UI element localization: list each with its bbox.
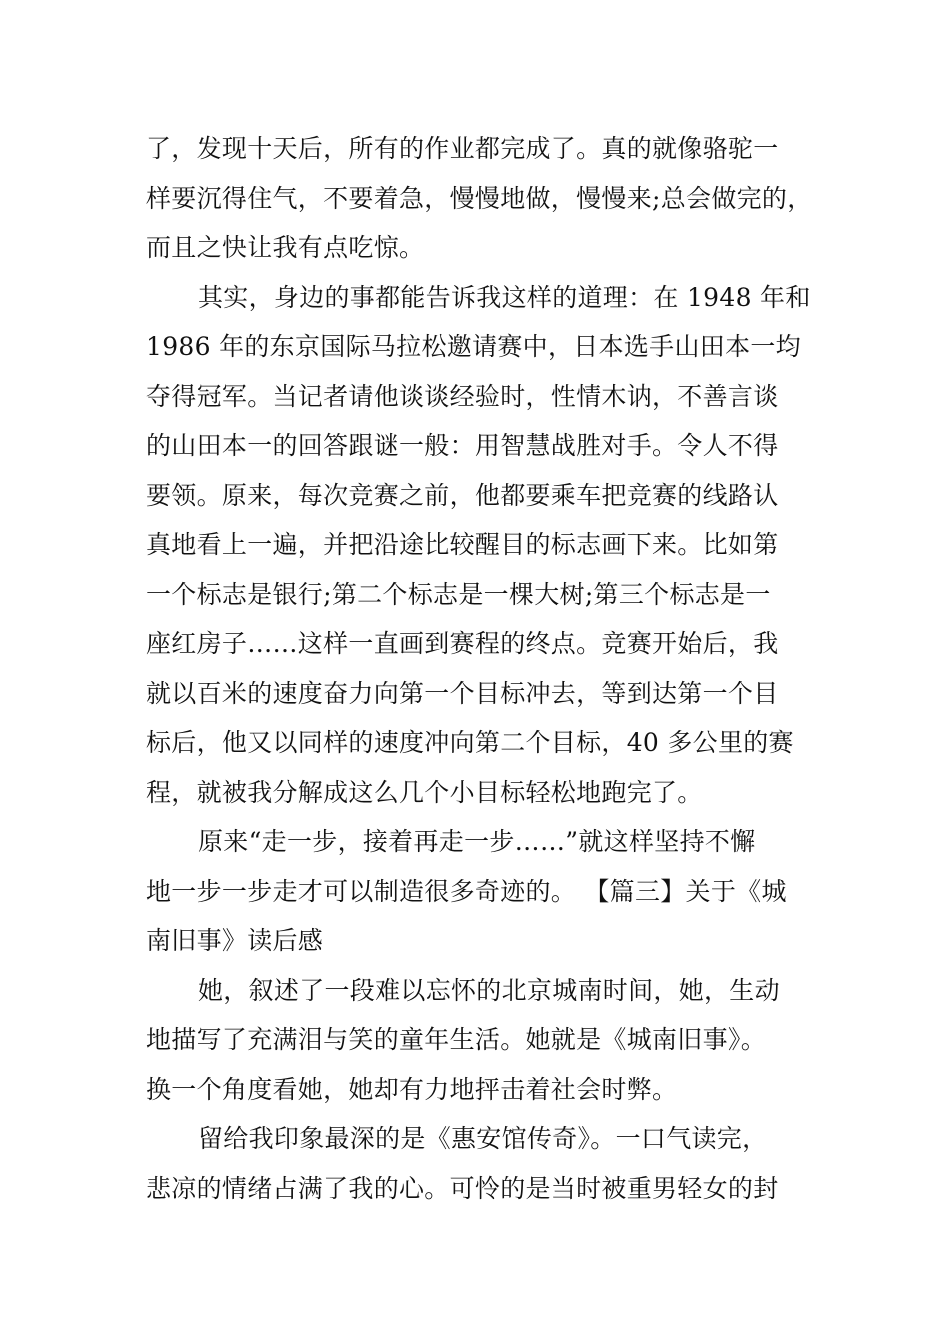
text-line: 悲凉的情绪占满了我的心。可怜的是当时被重男轻女的封 <box>146 1173 779 1203</box>
text-line: 的山田本一的回答跟谜一般：用智慧战胜对手。令人不得 <box>146 431 779 460</box>
text-line: 而且之快让我有点吃惊。 <box>146 233 425 262</box>
text-line: 座红房子……这样一直画到赛程的终点。竞赛开始后，我 <box>146 629 779 658</box>
text-line: 南旧事》读后感 <box>146 926 324 955</box>
paragraph-start-line: 她，叙述了一段难以忘怀的北京城南时间，她，生动 <box>198 975 780 1005</box>
text-line: 了，发现十天后，所有的作业都完成了。真的就像骆驼一 <box>146 134 779 163</box>
text-line: 换一个角度看她，她却有力地抨击着社会时弊。 <box>146 1074 678 1104</box>
text-line: 要领。原来，每次竞赛之前，他都要乘车把竞赛的线路认 <box>146 480 779 510</box>
text-line: 就以百米的速度奋力向第一个目标冲去，等到达第一个目 <box>146 678 779 708</box>
body-text <box>146 124 816 1213</box>
paragraph-start-line: 其实，身边的事都能告诉我这样的道理：在 1948 年和 <box>198 282 811 312</box>
text-line: 地描写了充满泪与笑的童年生活。她就是《城南旧事》。 <box>146 1025 767 1054</box>
text-line: 地一步一步走才可以制造很多奇迹的。 【篇三】关于《城 <box>146 876 787 906</box>
text-line: 标后，他又以同样的速度冲向第二个目标，40 多公里的赛 <box>146 728 794 757</box>
text-line: 程，就被我分解成这么几个小目标轻松地跑完了。 <box>146 777 703 807</box>
text-line: 样要沉得住气，不要着急，慢慢地做，慢慢来;总会做完的， <box>146 183 813 213</box>
text-line: 1986 年的东京国际马拉松邀请赛中，日本选手山田本一均 <box>146 332 801 361</box>
paragraph-start-line: 留给我印象最深的是《惠安馆传奇》。一口气读完， <box>198 1124 768 1153</box>
text-line: 一个标志是银行;第二个标志是一棵大树;第三个标志是一 <box>146 579 771 609</box>
text-line: 真地看上一遍，并把沿途比较醒目的标志画下来。比如第 <box>146 530 779 559</box>
paragraph-start-line: 原来“走一步，接着再走一步……”就这样坚持不懈 <box>198 827 756 856</box>
text-line: 夺得冠军。当记者请他谈谈经验时，性情木讷，不善言谈 <box>146 381 779 411</box>
